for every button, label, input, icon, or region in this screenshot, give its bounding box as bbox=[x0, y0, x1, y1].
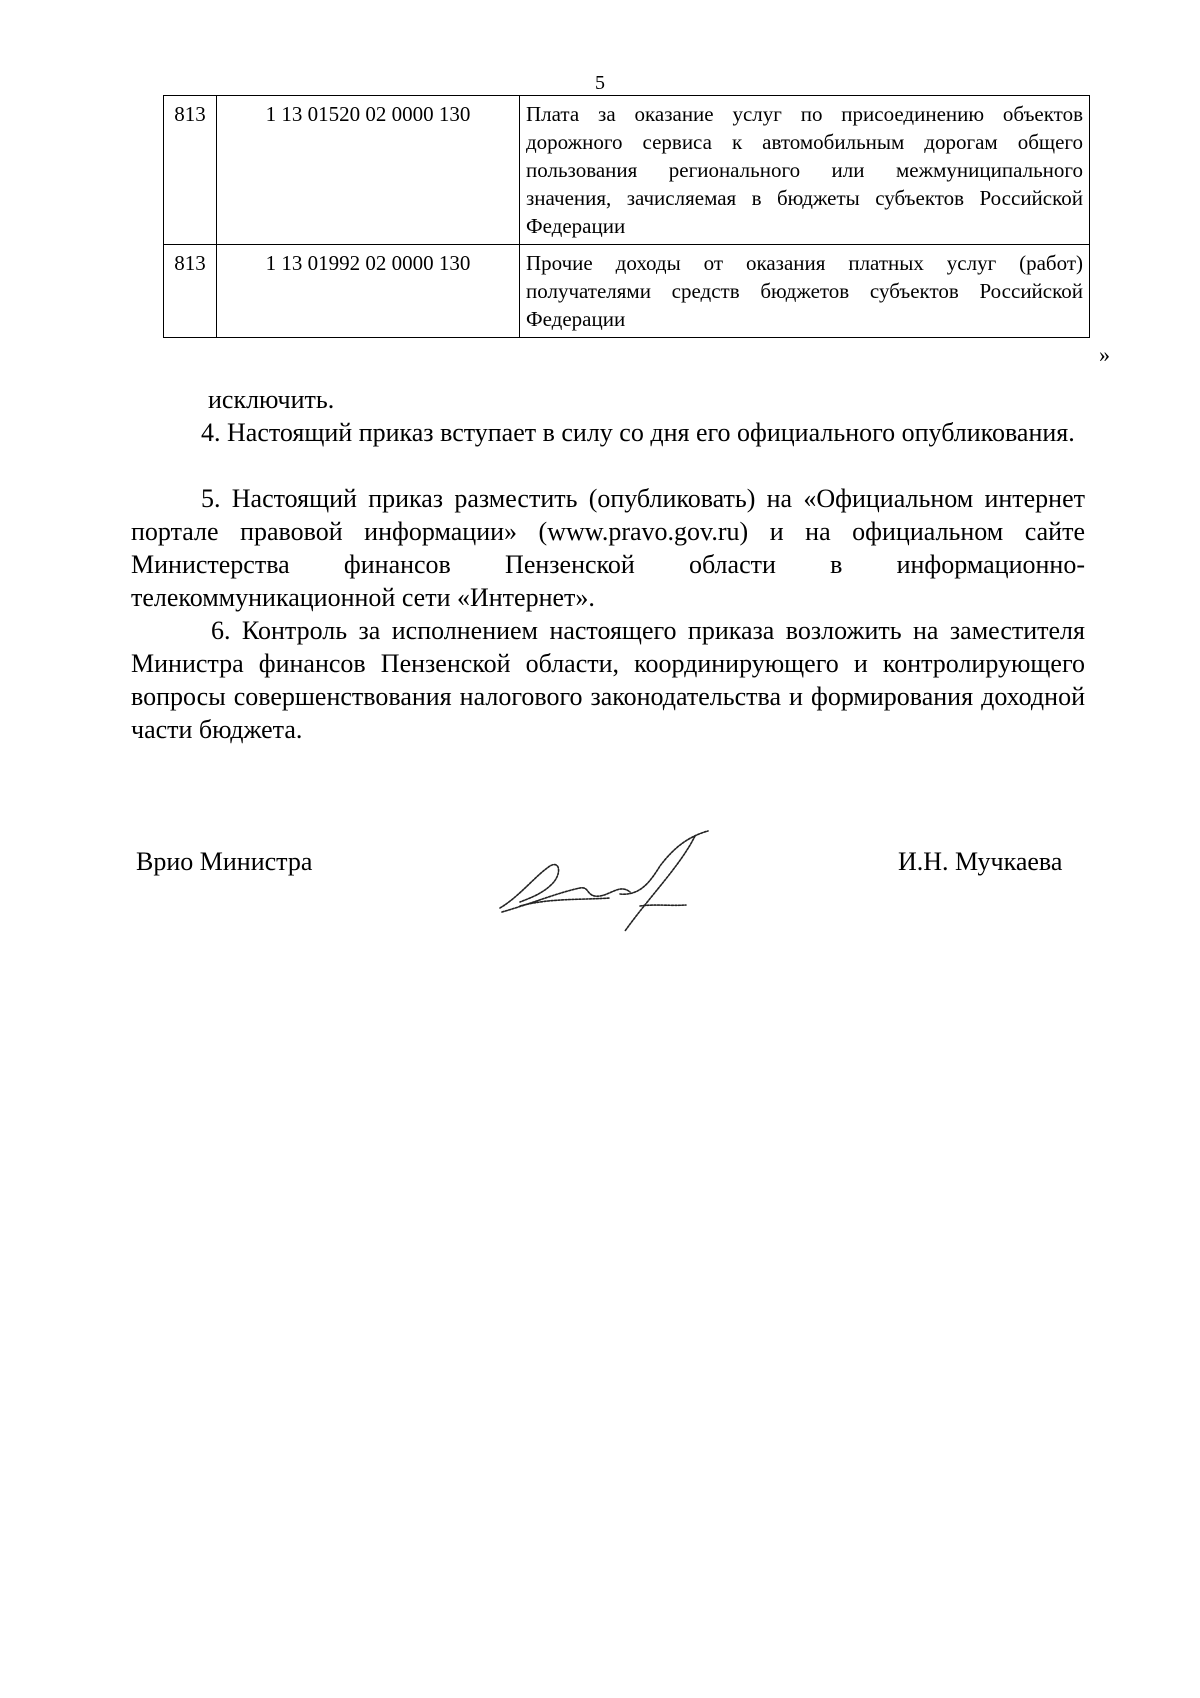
exclude-text: исключить. bbox=[208, 385, 335, 414]
signatory-name: И.Н. Мучкаева bbox=[898, 847, 1063, 876]
table-row bbox=[164, 96, 1090, 245]
closing-quote: » bbox=[1099, 342, 1110, 367]
page-number: 5 bbox=[595, 72, 605, 94]
income-name-cell: Плата за оказание услуг по присоединению объектов дорожного сервиса к автомобильным дорогам общего пользования регионального или межмуниципального значения, зачисляемая в бюджеты субъектов Российской Федерации bbox=[520, 96, 1090, 245]
paragraph-6: 6. Контроль за исполнением настоящего приказа возложить на заместителя Министра финансов Пензенской области, координирующего и контролирующего вопросы совершенствования налогового законодательства и формирования доходной части бюджета. bbox=[131, 616, 1085, 744]
handwritten-signature bbox=[490, 826, 730, 946]
paragraph-5: 5. Настоящий приказ разместить (опубликовать) на «Официальном интернет портале правовой информации» (www.pravo.gov.ru) и на официальном сайте Министерства финансов Пензенской области в информационно-телекоммуникационной сети «Интернет». bbox=[131, 484, 1085, 612]
signatory-position: Врио Министра bbox=[136, 847, 313, 876]
admin-code-cell: 813 bbox=[164, 96, 217, 245]
table-row bbox=[164, 245, 1090, 338]
kbk-code-cell: 1 13 01992 02 0000 130 bbox=[217, 245, 520, 338]
kbk-code-cell: 1 13 01520 02 0000 130 bbox=[217, 96, 520, 245]
admin-code-cell: 813 bbox=[164, 245, 217, 338]
income-name-cell: Прочие доходы от оказания платных услуг (работ) получателями средств бюджетов субъектов Российской Федерации bbox=[520, 245, 1090, 338]
income-codes-table bbox=[163, 95, 1090, 338]
paragraph-4: 4. Настоящий приказ вступает в силу со дня его официального опубликования. bbox=[201, 418, 1075, 447]
